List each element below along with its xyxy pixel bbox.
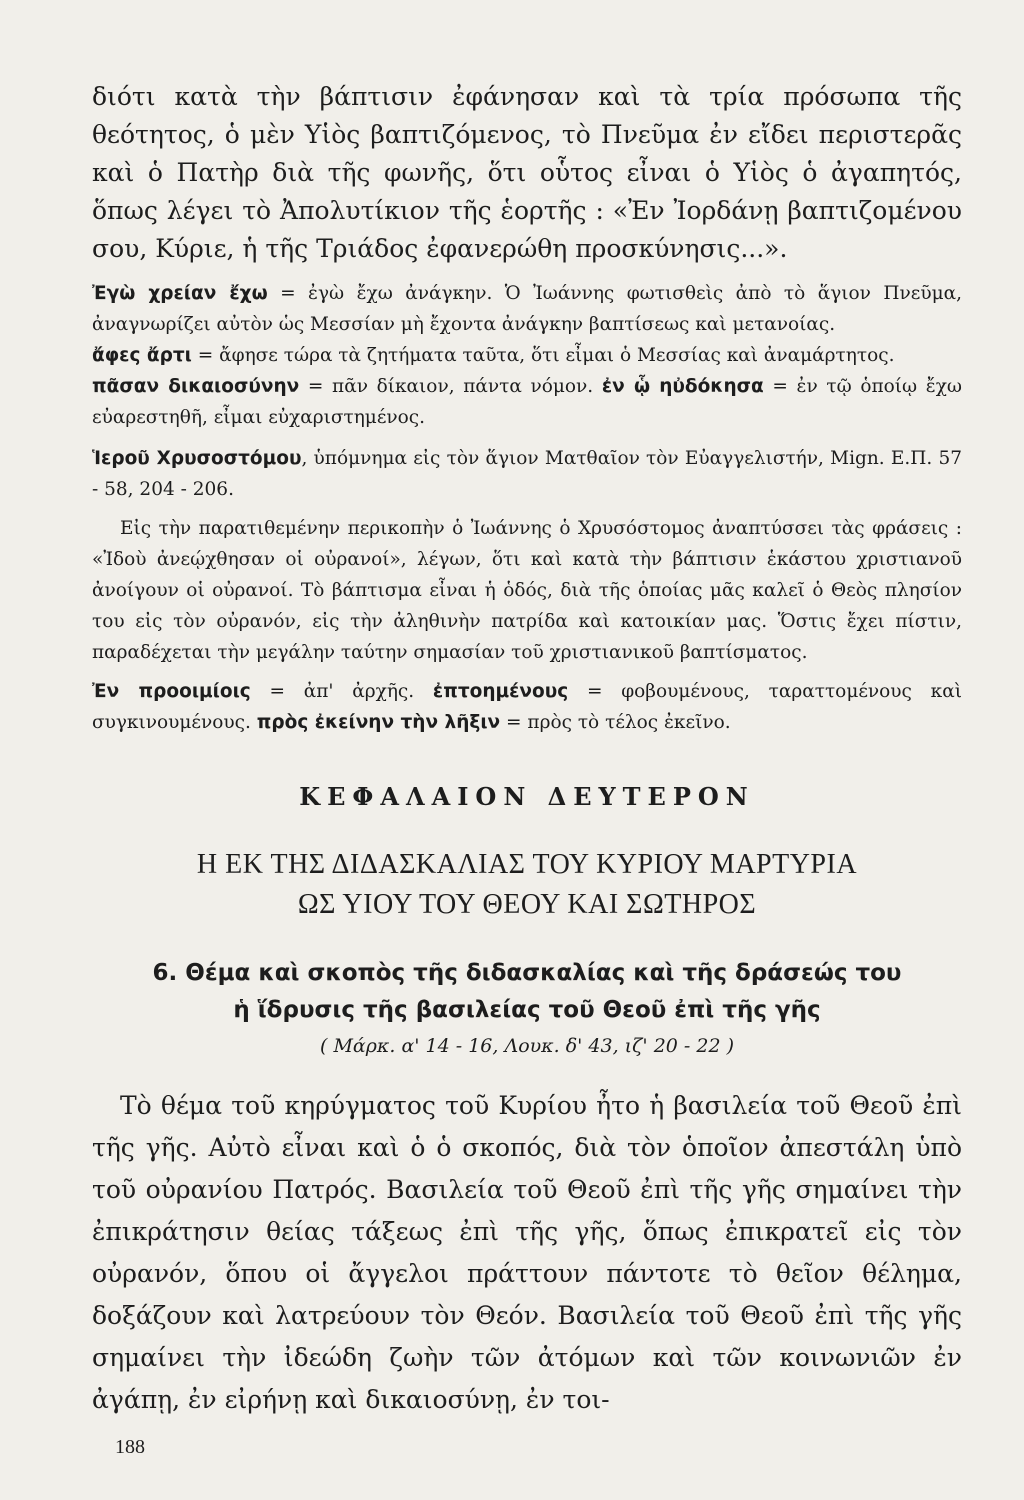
definition-1: = ἐγὼ ἔχω ἀνάγκην. Ὁ Ἰωάννης φωτισθεὶς ἀπὸ τὸ ἅγιον Πνεῦμα, ἀναγνωρίζει αὐτὸν ὡς Μεσσίαν μὴ ἔχοντα ἀνάγκην βαπτίσεως καὶ μετανοίας. xyxy=(92,283,962,335)
chrysostom-reference xyxy=(92,443,962,505)
term-7: πρὸς ἐκείνην τὴν λῆξιν xyxy=(256,712,501,733)
page-number: 188 xyxy=(115,1436,145,1458)
chrysostom-term: Ἱεροῦ Χρυσοστόμου xyxy=(92,448,302,469)
definition-2: = ἄφησε τώρα τὰ ζητήματα ταῦτα, ὅτι εἶμαι ὁ Μεσσίας καὶ ἀναμάρτητος. xyxy=(197,345,895,366)
chapter-title xyxy=(92,845,962,925)
chapter-heading: ΚΕΦΑΛΑΙΟΝ ΔΕΥΤΕΡΟΝ xyxy=(299,782,755,811)
section-heading-line-1: 6. Θέμα καὶ σκοπὸς τῆς διδασκαλίας καὶ τῆς δράσεώς του xyxy=(152,960,902,986)
term-3: πᾶσαν δικαιοσύνην xyxy=(92,376,300,397)
section-heading-line-2: ἡ ἵδρυσις τῆς βασιλείας τοῦ Θεοῦ ἐπὶ τῆς γῆς xyxy=(233,997,821,1023)
chapter-title-line-2: ΩΣ ΥΙΟΥ ΤΟΥ ΘΕΟΥ ΚΑΙ ΣΩΤΗΡΟΣ xyxy=(297,889,757,920)
chapter-title-line-1: Η ΕΚ ΤΗΣ ΔΙΔΑΣΚΑΛΙΑΣ ΤΟΥ ΚΥΡΙΟΥ ΜΑΡΤΥΡΙΑ xyxy=(196,849,858,880)
glossary-block-2 xyxy=(92,676,962,738)
term-4: ἐν ᾧ ηὐδόκησα xyxy=(601,376,764,397)
commentary-paragraph: Εἰς τὴν παρατιθεμένην περικοπὴν ὁ Ἰωάννης ὁ Χρυσόστομος ἀναπτύσσει τὰς φράσεις : «Ἰδοὺ ἀνεῴχθησαν οἱ οὐρανοί», λέγων, ὅτι καὶ κατὰ τὴν βάπτισιν ἑκάστου χριστιανοῦ ἀνοίγουν οἱ οὐρανοί. Τὸ βάπτισμα εἶναι ἡ ὁδός, διὰ τῆς ὁποίας μᾶς καλεῖ ὁ Θεὸς πλησίον του εἰς τὸν οὐρανόν, εἰς τὴν ἀληθινὴν πατρίδα καὶ κατοικίαν μας. Ὅστις ἔχει πίστιν, παραδέχεται τὴν μεγάλην ταύτην σημασίαν τοῦ χριστιανικοῦ βαπτίσματος. xyxy=(92,518,962,663)
definition-4: = ἐν τῷ ὁποίῳ ἔχω εὐαρεστηθῆ, εἶμαι εὐχαριστημένος. xyxy=(92,376,963,428)
chrysostom-detail: , ὑπόμνημα εἰς τὸν ἅγιον Ματθαῖον τὸν Εὐαγγελιστήν, Mign. Ε.Π. 57 - 58, 204 - 206. xyxy=(92,448,963,500)
definition-5: = ἀπ' ἀρχῆς. xyxy=(269,681,415,702)
term-5: Ἐν προοιμίοις xyxy=(92,681,251,702)
section-heading xyxy=(92,955,962,1029)
glossary-block-1 xyxy=(92,278,962,433)
scripture-references: ( Μάρκ. α' 14 - 16, Λουκ. δ' 43, ιζ' 20 - 22 ) xyxy=(320,1035,734,1057)
body-paragraph: Τὸ θέμα τοῦ κηρύγματος τοῦ Κυρίου ἦτο ἡ βασιλεία τοῦ Θεοῦ ἐπὶ τῆς γῆς. Αὐτὸ εἶναι καὶ ὁ ὁ σκοπός, διὰ τὸν ὁποῖον ἀπεστάλη ὑπὸ τοῦ οὐρανίου Πατρός. Βασιλεία τοῦ Θεοῦ ἐπὶ τῆς γῆς σημαίνει τὴν ἐπικράτησιν θείας τάξεως ἐπὶ τῆς γῆς, ὅπως ἐπικρατεῖ εἰς τὸν οὐρανόν, ὅπου οἱ ἄγγελοι πράττουν πάντοτε τὸ θεῖον θέλημα, δοξάζουν καὶ λατρεύουν τὸν Θεόν. Βασιλεία τοῦ Θεοῦ ἐπὶ τῆς γῆς σημαίνει τὴν ἰδεώδη ζωὴν τῶν ἀτόμων καὶ τῶν κοινωνιῶν ἐν ἀγάπῃ, ἐν εἰρήνῃ καὶ δικαιοσύνῃ, ἐν τοι- xyxy=(92,1091,962,1414)
page-content xyxy=(92,78,962,1446)
definition-3: = πᾶν δίκαιον, πάντα νόμον. xyxy=(307,376,594,397)
term-1: Ἐγὼ χρείαν ἔχω xyxy=(92,283,268,304)
term-2: ἄφες ἄρτι xyxy=(92,345,192,366)
definition-7: = πρὸς τὸ τέλος ἐκεῖνο. xyxy=(506,712,731,733)
term-6: ἐπτοημένους xyxy=(432,681,569,702)
definition-6: = φοβουμένους, ταραττομένους καὶ συγκινουμένους. xyxy=(92,681,962,733)
intro-paragraph: διότι κατὰ τὴν βάπτισιν ἐφάνησαν καὶ τὰ τρία πρόσωπα τῆς θεότητος, ὁ μὲν Υἱὸς βαπτιζόμενος, τὸ Πνεῦμα ἐν εἴδει περιστερᾶς καὶ ὁ Πατὴρ διὰ τῆς φωνῆς, ὅτι οὗτος εἶναι ὁ Υἱὸς ὁ ἀγαπητός, ὅπως λέγει τὸ Ἀπολυτίκιον τῆς ἑορτῆς : «Ἐν Ἰορδάνῃ βαπτιζομένου σου, Κύριε, ἡ τῆς Τριάδος ἐφανερώθη προσκύνησις...». xyxy=(92,82,962,263)
